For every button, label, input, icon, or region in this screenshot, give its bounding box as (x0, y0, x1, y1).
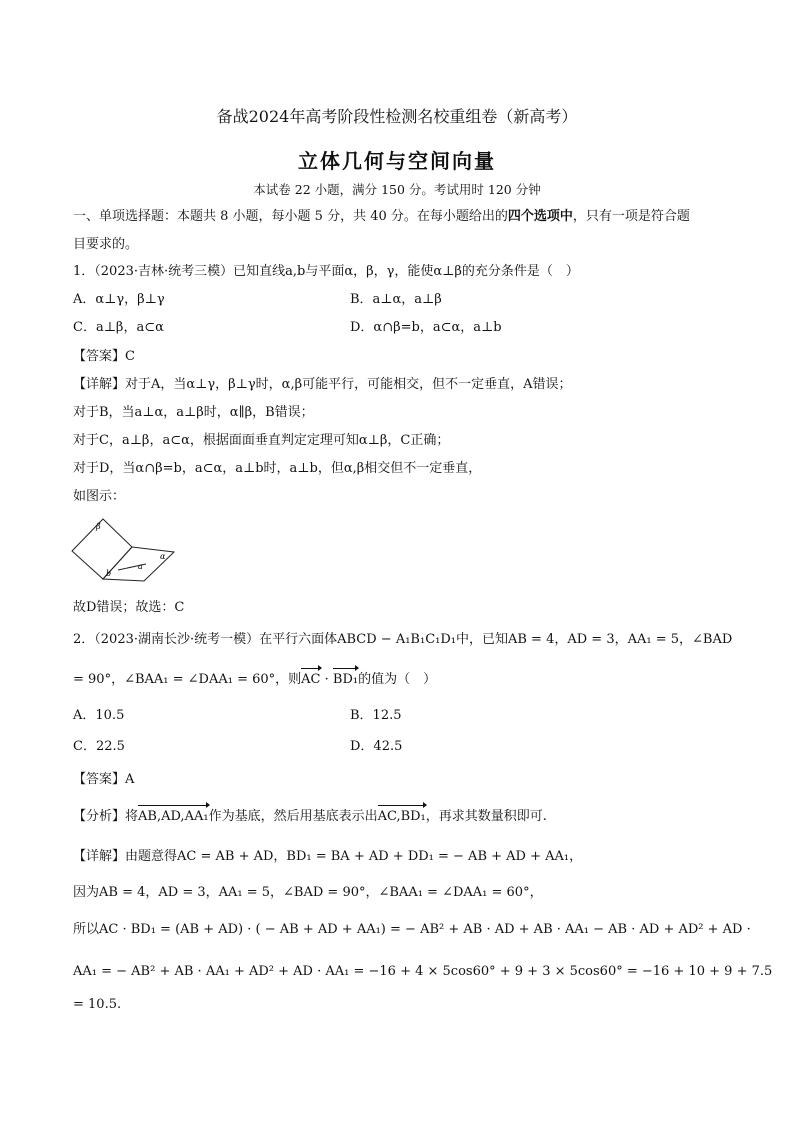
q1-detail-d: 对于D，当α∩β=b，a⊂α，a⊥b时，a⊥b，但α,β相交但不一定垂直， (73, 461, 482, 476)
q2-stem-line2 (73, 671, 436, 689)
section-heading-text: 一、单项选择题：本题共 8 小题，每小题 5 分，共 40 分。在每小题给出的 (73, 209, 508, 224)
section-heading-line2: 目要求的。 (73, 237, 139, 252)
q2-answer: 【答案】A (73, 772, 135, 787)
q2-stem-line1: 2．（2023·湖南长沙·统考一模）在平行六面体ABCD − A₁B₁C₁D₁中，已知AB = 4，AD = 3，AA₁ = 5，∠BAD (73, 632, 733, 647)
q2-analysis (73, 808, 547, 826)
q2-option-a: A．10.5 (73, 708, 125, 723)
q1-stem: 1．（2023·吉林·统考三模）已知直线a,b与平面α，β，γ，能使α⊥β的充分条件是（ ） (73, 264, 579, 279)
q1-option-b: B．a⊥α，a⊥β (350, 292, 442, 307)
target-vectors: AC,BD₁ (377, 809, 426, 824)
q2-detail-5: = 10.5. (73, 997, 122, 1012)
planes-figure (70, 514, 180, 594)
q1-figure-caption: 如图示： (73, 489, 126, 504)
exam-series-title: 备战2024年高考阶段性检测名校重组卷（新高考） (216, 107, 578, 126)
figure-label-a: a (138, 562, 143, 571)
exam-info: 本试卷 22 小题，满分 150 分。考试用时 120 分钟 (253, 182, 541, 197)
q2-detail-4: AA₁ = − AB² + AB · AA₁ + AD² + AD · AA₁ = −16 + 4 × 5cos60° + 9 + 3 × 5cos60° = −16 + 10 + 9 + 7.5 (73, 964, 773, 979)
analysis-label: 【分析】将 (73, 809, 139, 824)
section-heading-text-end: ，只有一项是符合题 (572, 209, 690, 224)
section-heading-line1 (73, 208, 690, 226)
q2-detail-2: 因为AB = 4，AD = 3，AA₁ = 5，∠BAD = 90°，∠BAA₁ = ∠DAA₁ = 60°， (73, 885, 543, 900)
q1-detail-b: 对于B，当a⊥α，a⊥β时，α∥β，B错误； (73, 405, 314, 420)
figure-label-alpha: α (160, 552, 166, 561)
analysis-text: 作为基底，然后用基底表示出 (208, 809, 378, 824)
subject-title: 立体几何与空间向量 (298, 149, 496, 173)
q2-stem-text: = 90°，∠BAA₁ = ∠DAA₁ = 60°，则 (73, 672, 302, 687)
q1-option-a: A．α⊥γ，β⊥γ (73, 292, 165, 307)
dot-operator: · (320, 672, 333, 687)
q1-answer: 【答案】C (73, 349, 135, 364)
section-heading-emphasis: 四个选项中 (507, 209, 573, 224)
q2-option-b: B．12.5 (350, 708, 402, 723)
q1-detail-c: 对于C，a⊥β，a⊂α，根据面面垂直判定定理可知α⊥β，C正确； (73, 433, 450, 448)
q1-option-d: D．α∩β=b，a⊂α，a⊥b (350, 320, 502, 335)
q2-option-d: D．42.5 (350, 739, 403, 754)
analysis-end: ，再求其数量积即可. (425, 809, 547, 824)
figure-label-b: b (106, 569, 112, 578)
q1-conclusion: 故D错误；故选：C (73, 600, 185, 615)
basis-vectors: AB,AD,AA₁ (138, 809, 209, 824)
vector-ac: AC (301, 672, 321, 687)
figure-label-beta: β (96, 522, 101, 531)
q2-option-c: C．22.5 (73, 739, 125, 754)
q2-detail-3: 所以AC · BD₁ = (AB + AD) · ( − AB + AD + AA₁) = − AB² + AB · AD + AB · AA₁ − AB · AD + AD² + AD · (73, 922, 751, 937)
q2-stem-end: 的值为（ ） (358, 672, 437, 687)
q1-option-c: C．a⊥β，a⊂α (73, 320, 164, 335)
q2-detail-1: 【详解】由题意得AC = AB + AD，BD₁ = BA + AD + DD₁ = − AB + AD + AA₁， (73, 849, 583, 864)
q1-detail-a: 【详解】对于A，当α⊥γ，β⊥γ时，α,β可能平行，可能相交，但不一定垂直，A错误； (73, 377, 572, 392)
vector-bd1: BD₁ (332, 672, 359, 687)
